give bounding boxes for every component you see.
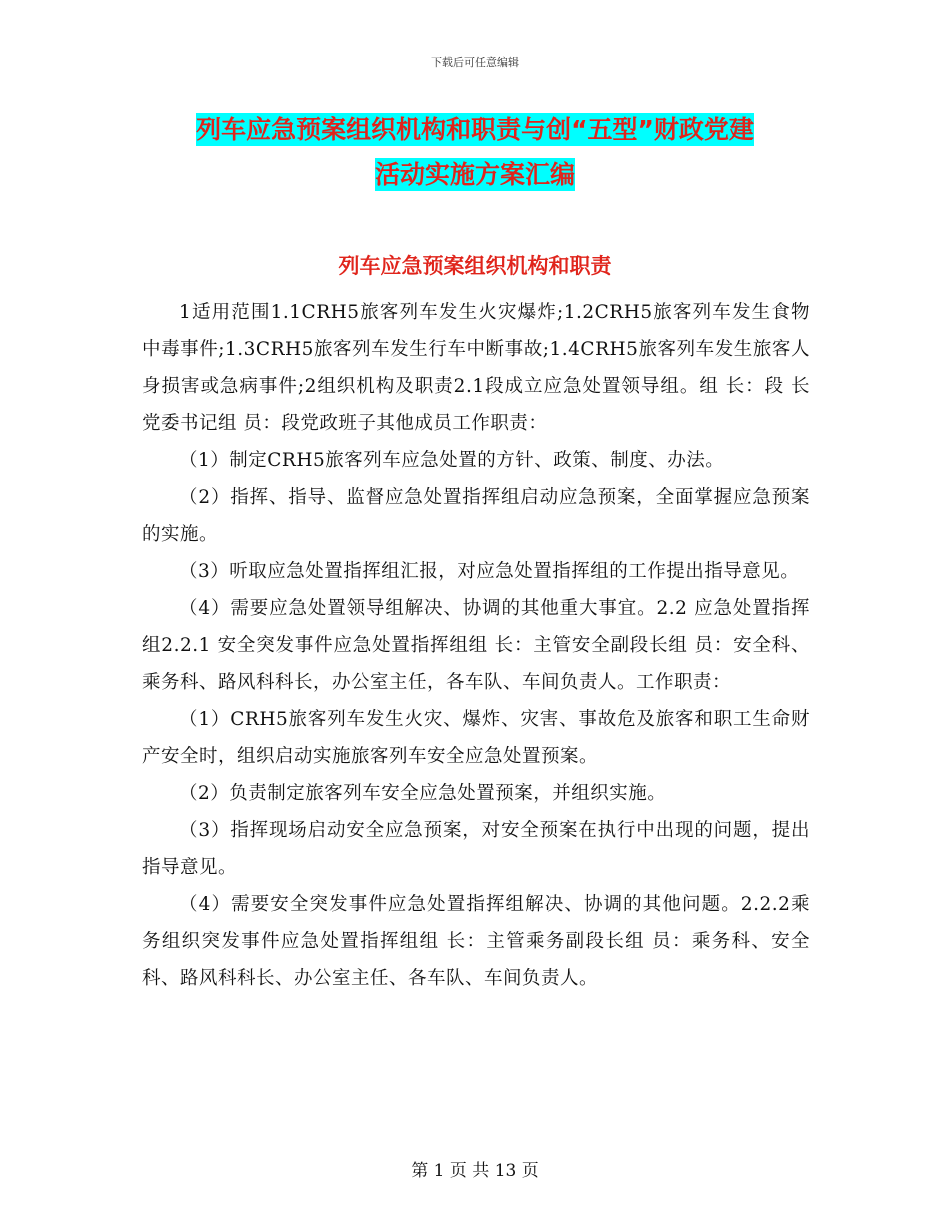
page-footer: 第 1 页 共 13 页	[411, 1161, 539, 1181]
document-title-text-2: 活动实施方案汇编	[374, 160, 575, 189]
paragraph: （4）需要应急处置领导组解决、协调的其他重大事宜。2.2 应急处置指挥组2.2.1 安全突发事件应急处置指挥组组 长：主管安全副段长组 员：安全科、乘务科、路风科科长，办公室主任，各车队、车间负责人。工作职责：	[142, 598, 810, 693]
document-title-line-2	[0, 160, 950, 190]
document-body	[142, 294, 810, 997]
paragraph: （1）CRH5旅客列车发生火灾、爆炸、灾害、事故危及旅客和职工生命财产安全时，组织启动实施旅客列车安全应急处置预案。	[142, 709, 810, 767]
paragraph: （2）负责制定旅客列车安全应急处置预案，并组织实施。	[179, 783, 667, 804]
document-title-text-1: 列车应急预案组织机构和职责与创“五型”财政党建	[196, 115, 754, 144]
section-title: 列车应急预案组织机构和职责	[338, 254, 612, 278]
paragraph: （3）听取应急处置指挥组汇报，对应急处置指挥组的工作提出指导意见。	[179, 561, 800, 582]
paragraph: 1适用范围1.1CRH5旅客列车发生火灾爆炸;1.2CRH5旅客列车发生食物中毒事件;1.3CRH5旅客列车发生行车中断事故;1.4CRH5旅客列车发生旅客人身损害或急病事件;2组织机构及职责2.1段成立应急处置领导组。组 长：段 长 党委书记组 员：段党政班子其他成员工作职责：	[142, 302, 810, 434]
paragraph: （4）需要安全突发事件应急处置指挥组解决、协调的其他问题。2.2.2乘务组织突发事件应急处置指挥组组 长：主管乘务副段长组 员：乘务科、安全科、路风科科长、办公室主任、各车队、车间负责人。	[142, 894, 810, 989]
paragraph: （3）指挥现场启动安全应急预案，对安全预案在执行中出现的问题，提出指导意见。	[142, 820, 810, 878]
document-title-line-1	[0, 115, 950, 145]
paragraph: （2）指挥、指导、监督应急处置指挥组启动应急预案，全面掌握应急预案的实施。	[142, 487, 810, 545]
header-note: 下载后可任意编辑	[431, 56, 519, 69]
paragraph: （1）制定CRH5旅客列车应急处置的方针、政策、制度、办法。	[179, 450, 725, 471]
